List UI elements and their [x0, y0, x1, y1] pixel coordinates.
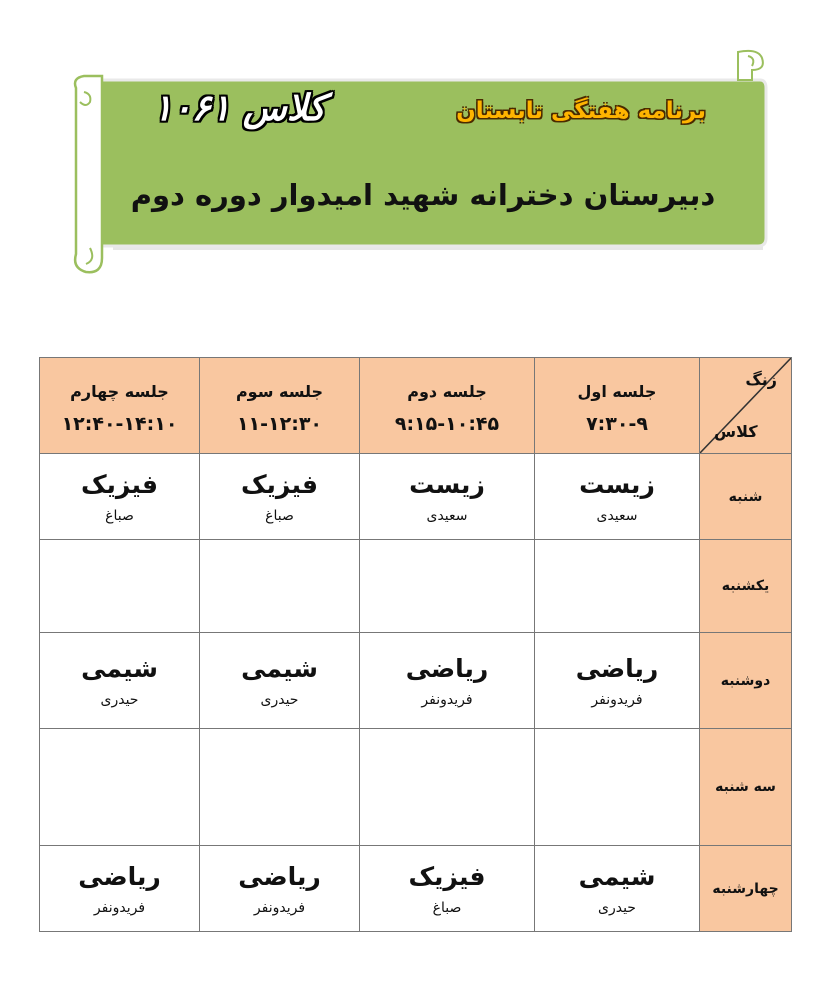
teacher-name: صباغ	[265, 507, 294, 524]
schedule-cell	[360, 454, 535, 540]
table-row	[40, 540, 792, 633]
schedule-cell	[200, 633, 360, 729]
session-header	[360, 358, 535, 454]
schedule-cell	[360, 633, 535, 729]
schedule-cell	[40, 729, 200, 846]
subject-name: فیزیک	[80, 469, 159, 499]
schedule-cell	[40, 633, 200, 729]
schedule-cell	[535, 540, 700, 633]
schedule-cell	[200, 454, 360, 540]
table-row	[40, 454, 792, 540]
subject-name: ریاضی	[575, 653, 659, 683]
subject-name: زیست	[409, 469, 485, 499]
session-name: جلسه اول	[577, 382, 657, 401]
teacher-name: فریدونفر	[591, 691, 643, 708]
class-number-label: کلاس ۱۰۶۱	[153, 88, 326, 129]
schedule-cell	[200, 846, 360, 932]
session-time: ۷:۳۰-۹	[586, 413, 648, 435]
teacher-name: حیدری	[100, 691, 139, 708]
schedule-cell	[360, 729, 535, 846]
scroll-banner-graphic	[68, 48, 770, 278]
subject-name: ریاضی	[78, 861, 161, 891]
schedule-cell	[40, 540, 200, 633]
session-header	[200, 358, 360, 454]
session-name: جلسه سوم	[235, 382, 324, 401]
session-time: ۱۲:۴۰-۱۴:۱۰	[61, 413, 178, 435]
corner-header-cell	[700, 358, 792, 454]
school-name: دبیرستان دخترانه شهید امیدوار دوره دوم	[130, 178, 716, 212]
schedule-cell	[360, 540, 535, 633]
schedule-cell	[360, 846, 535, 932]
schedule-cell	[200, 540, 360, 633]
subject-name: زیست	[579, 469, 655, 499]
teacher-name: صباغ	[105, 507, 134, 524]
session-time: ۱۱-۱۲:۳۰	[236, 413, 323, 435]
header-row	[40, 358, 792, 454]
session-name: جلسه چهارم	[70, 382, 169, 401]
session-header	[535, 358, 700, 454]
session-time: ۹:۱۵-۱۰:۴۵	[394, 413, 500, 435]
schedule-cell	[535, 454, 700, 540]
schedule-subtitle: برنامه هفتگی تابستان	[456, 98, 706, 124]
teacher-name: سعیدی	[596, 507, 638, 524]
teacher-name: فریدونفر	[421, 691, 473, 708]
teacher-name: فریدونفر	[93, 899, 146, 916]
schedule-cell	[535, 729, 700, 846]
session-header	[40, 358, 200, 454]
subject-name: شیمی	[241, 653, 318, 683]
class-label: کلاس	[714, 422, 758, 441]
table-row	[40, 633, 792, 729]
subject-name: شیمی	[81, 653, 158, 683]
bell-label: زنگ	[745, 370, 777, 389]
subject-name: شیمی	[578, 861, 656, 891]
table-row	[40, 729, 792, 846]
teacher-name: فریدونفر	[253, 899, 306, 916]
subject-name: فیزیک	[408, 861, 486, 891]
schedule-cell	[200, 729, 360, 846]
day-label: چهارشنبه	[700, 846, 792, 932]
title-banner	[68, 48, 770, 278]
subject-name: ریاضی	[405, 653, 489, 683]
teacher-name: حیدری	[598, 899, 636, 916]
table-row	[40, 846, 792, 932]
day-label: شنبه	[700, 454, 792, 540]
teacher-name: صباغ	[432, 899, 462, 916]
schedule-cell	[40, 846, 200, 932]
teacher-name: سعیدی	[426, 507, 468, 524]
schedule-cell	[535, 846, 700, 932]
day-label: سه شنبه	[700, 729, 792, 846]
session-name: جلسه دوم	[407, 382, 487, 401]
schedule-cell	[40, 454, 200, 540]
schedule-cell	[535, 633, 700, 729]
day-label: دوشنبه	[700, 633, 792, 729]
weekly-schedule-table	[39, 357, 792, 932]
teacher-name: حیدری	[260, 691, 299, 708]
subject-name: ریاضی	[238, 861, 321, 891]
subject-name: فیزیک	[240, 469, 319, 499]
day-label: یکشنبه	[700, 540, 792, 633]
